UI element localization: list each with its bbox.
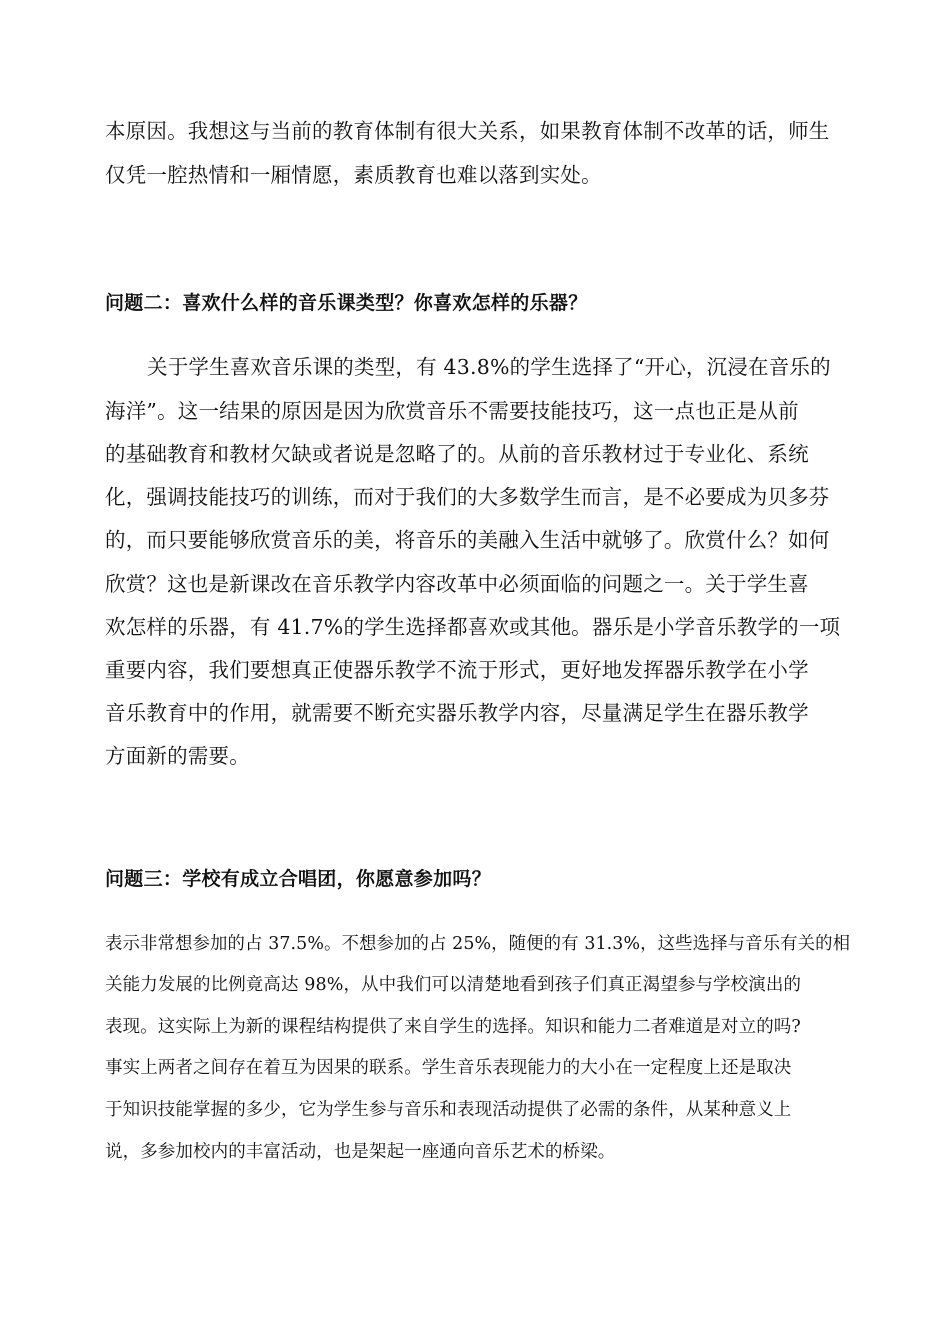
body-line: 音乐教育中的作用，就需要不断充实器乐教学内容，尽量满足学生在器乐教学 (105, 701, 809, 725)
body-line: 关能力发展的比例竟高达 98%，从中我们可以清楚地看到孩子们真正渴望参与学校演出的 (105, 975, 802, 995)
body-line: 于知识技能掌握的多少，它为学生参与音乐和表现活动提供了必需的条件，从某种意义上 (105, 1100, 792, 1120)
body-line: 的，而只要能够欣赏音乐的美，将音乐的美融入生活中就够了。欣赏什么？如何 (105, 528, 830, 552)
body-line: 化，强调技能技巧的训练，而对于我们的大多数学生而言，是不必要成为贝多芬 (105, 485, 830, 509)
body-line: 欣赏？这也是新课改在音乐教学内容改革中必须面临的问题之一。关于学生喜 (105, 572, 809, 596)
body-line: 的基础教育和教材欠缺或者说是忽略了的。从前的音乐教材过于专业化、系统 (105, 442, 809, 466)
body-line: 欢怎样的乐器，有 41.7%的学生选择都喜欢或其他。器乐是小学音乐教学的一项 (105, 615, 841, 639)
body-line: 事实上两者之间存在着互为因果的联系。学生音乐表现能力的大小在一定程度上还是取决 (105, 1058, 792, 1078)
section-heading-question-3: 问题三：学校有成立合唱团，你愿意参加吗？ (105, 868, 492, 890)
body-line: 方面新的需要。 (105, 744, 250, 768)
section-heading-question-2: 问题二：喜欢什么样的音乐课类型？你喜欢怎样的乐器？ (105, 292, 588, 314)
body-line: 说，多参加校内的丰富活动，也是架起一座通向音乐艺术的桥梁。 (105, 1142, 616, 1162)
intro-line: 本原因。我想这与当前的教育体制有很大关系，如果教育体制不改革的话，师生 (105, 119, 830, 143)
body-line: 表现。这实际上为新的课程结构提供了来自学生的选择。知识和能力二者难道是对立的吗? (105, 1017, 801, 1037)
body-line: 关于学生喜欢音乐课的类型，有 43.8%的学生选择了“开心，沉浸在音乐的 (147, 355, 831, 379)
body-line: 表示非常想参加的占 37.5%。不想参加的占 25%，随便的有 31.3%，这些选择与音乐有关的相 (105, 934, 851, 954)
body-line: 重要内容，我们要想真正使器乐教学不流于形式，更好地发挥器乐教学在小学 (105, 658, 809, 682)
body-line: 海洋”。这一结果的原因是因为欣赏音乐不需要技能技巧，这一点也正是从前 (105, 399, 799, 423)
intro-line: 仅凭一腔热情和一厢情愿，素质教育也难以落到实处。 (105, 163, 602, 187)
